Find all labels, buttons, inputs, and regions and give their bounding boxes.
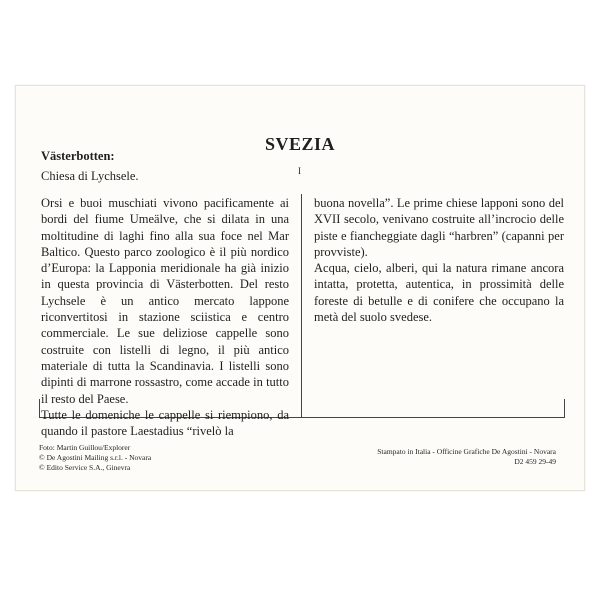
right-column xyxy=(314,195,564,325)
product-code: D2 459 29-49 xyxy=(514,457,556,466)
paragraph: Tutte le domeniche le cappelle si riempiono, da quando il pastore Laestadius “rivelò la xyxy=(41,407,289,439)
paragraph: Orsi e buoi muschiati vivono pacificamente ai bordi del fiume Umeälve, che si dilata in una moltitudine di laghi fino alla sua foce nel Mar Baltico. Questo parco zoologico è il più nordico d’Europa: la Lapponia meridionale ha già inizio in questa provincia di Västerbotten. Del resto Lychsele è un antico mercato lappone riconvertitosi in stazione sciistica e centro commerciale. Le sue deliziose cappelle sono costruite con listelli di legno, il più antico materiale di tutta la Scandinavia. I listelli sono dipinti di marrone rossastro, come accade in tutto il resto del Paese. xyxy=(41,196,289,406)
credit-line: © Edito Service S.A., Ginevra xyxy=(39,463,131,472)
region-heading: Västerbotten: xyxy=(41,149,115,163)
left-column xyxy=(41,195,289,439)
paragraph: Acqua, cielo, alberi, qui la natura rimane ancora intatta, protetta, autentica, in prossimità delle foreste di betulle e di conifere che occupano la metà del suolo svedese. xyxy=(314,261,564,325)
print-info xyxy=(377,447,556,467)
printer-line: Stampato in Italia - Officine Grafiche De Agostini - Novara xyxy=(377,447,556,456)
photo-credits xyxy=(39,443,151,473)
column-divider xyxy=(301,194,302,417)
country-title: SVEZIA xyxy=(264,134,336,154)
subtitle: Chiesa di Lychsele. xyxy=(41,169,139,183)
paragraph: buona novella”. Le prime chiese lapponi sono del XVII secolo, venivano costruite all’incrocio delle piste e fiancheggiate dagli “harbren” (capanni per provviste). xyxy=(314,196,564,259)
credit-line: © De Agostini Mailing s.r.l. - Novara xyxy=(39,453,152,462)
info-card xyxy=(15,85,585,491)
page-number: I xyxy=(298,166,301,176)
credit-line: Foto: Martin Guillou/Explorer xyxy=(39,443,131,452)
